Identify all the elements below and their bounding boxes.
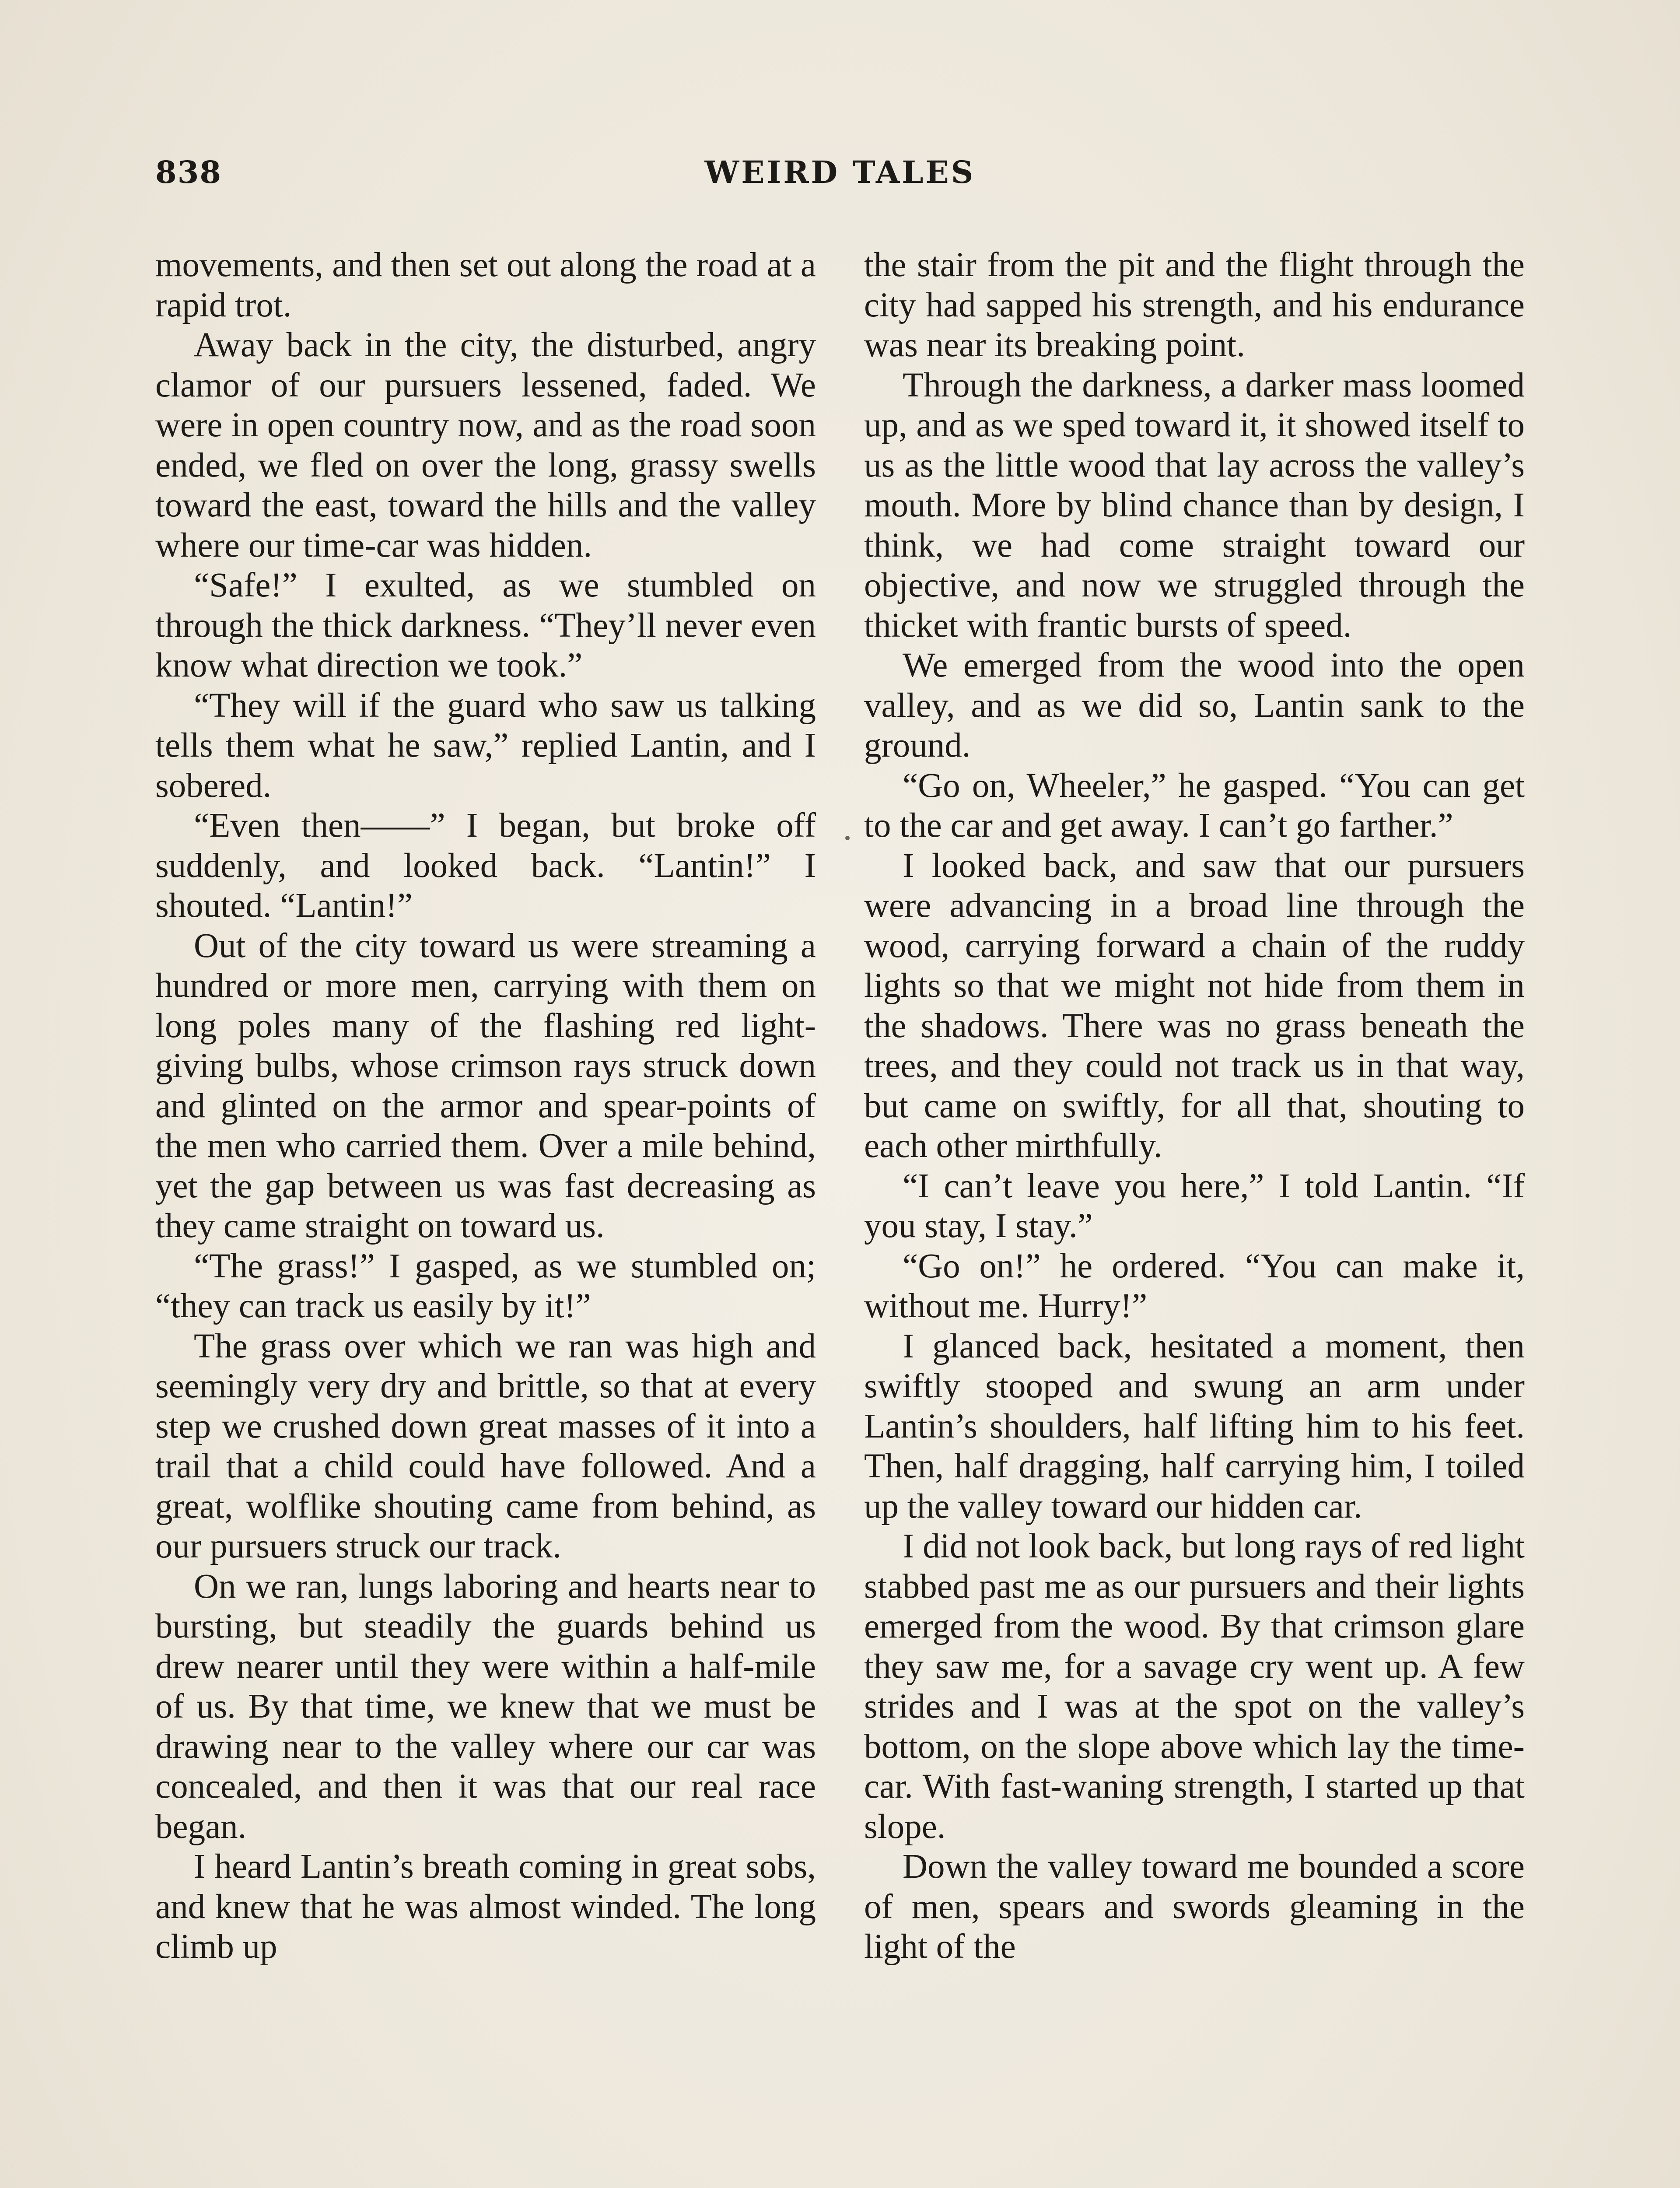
paragraph: movements, and then set out along the road at a rapid trot.: [155, 246, 816, 324]
paragraph: Down the valley toward me bounded a score of men, spears and swords gleaming in the light of the: [864, 1848, 1525, 1966]
paragraph: “Safe!” I exulted, as we stumbled on through the thick darkness. “They’ll never even know what direction we took.”: [155, 566, 816, 684]
paragraph: Through the darkness, a darker mass loomed up, and as we sped toward it, it showed itself to us as the little wood that lay across the valley’s mouth. More by blind chance than by design, I think, we had come straight toward our objective, and now we struggled through the thicket with frantic bursts of speed.: [864, 366, 1525, 645]
paragraph: The grass over which we ran was high and seemingly very dry and brittle, so that at every step we crushed down great masses of it into a trail that a child could have followed. And a great, wolflike shouting came from behind, as our pursuers struck our track.: [155, 1327, 816, 1565]
paragraph: I did not look back, but long rays of red light stabbed past me as our pursuers and their lights emerged from the wood. By that crimson glare they saw me, for a savage cry went up. A few strides and I was at the spot on the valley’s bottom, on the slope above which lay the time-car. With fast-waning strength, I started up that slope.: [864, 1527, 1525, 1846]
page-header: [155, 154, 1525, 202]
paragraph: On we ran, lungs laboring and hearts near to bursting, but steadily the guards behind us drew nearer until they were within a half-mile of us. By that time, we knew that we must be drawing near to the valley where our car was concealed, and then it was that our real race began.: [155, 1567, 816, 1846]
paragraph: “Go on!” he ordered. “You can make it, without me. Hurry!”: [864, 1247, 1525, 1325]
paragraph: I looked back, and saw that our pursuers were advancing in a broad line through the wood, carrying forward a chain of the ruddy lights so that we might not hide from them in the shadows. There was no grass beneath the trees, and they could not track us in that way, but came on swiftly, for all that, shouting to each other mirthfully.: [864, 846, 1525, 1165]
paragraph: the stair from the pit and the flight through the city had sapped his strength, and his endurance was near its breaking point.: [864, 246, 1525, 364]
paragraph: We emerged from the wood into the open valley, and as we did so, Lantin sank to the ground.: [864, 646, 1525, 764]
page-number: 838: [155, 154, 222, 190]
paragraph: “They will if the guard who saw us talking tells them what he saw,” replied Lantin, and I sobered.: [155, 686, 816, 805]
margin-mark: [845, 836, 850, 840]
paragraph: “Even then——” I began, but broke off suddenly, and looked back. “Lantin!” I shouted. “Lantin!”: [155, 806, 816, 925]
paragraph: Away back in the city, the disturbed, angry clamor of our pursuers lessened, faded. We were in open country now, and as the road soon ended, we fled on over the long, grassy swells toward the east, toward the hills and the valley where our time-car was hidden.: [155, 326, 816, 565]
paragraph: I glanced back, hesitated a moment, then swiftly stooped and swung an arm under Lantin’s shoulders, half lifting him to his feet. Then, half dragging, half carrying him, I toiled up the valley toward our hidden car.: [864, 1327, 1525, 1525]
left-text-column: [155, 245, 816, 1967]
paragraph: “I can’t leave you here,” I told Lantin. “If you stay, I stay.”: [864, 1167, 1525, 1245]
running-title: WEIRD TALES: [704, 154, 976, 190]
paragraph: “The grass!” I gasped, as we stumbled on; “they can track us easily by it!”: [155, 1247, 816, 1325]
paragraph: Out of the city toward us were streaming a hundred or more men, carrying with them on long poles many of the flashing red light-giving bulbs, whose crimson rays struck down and glinted on the armor and spear-points of the men who carried them. Over a mile behind, yet the gap between us was fast decreasing as they came straight on toward us.: [155, 926, 816, 1245]
right-text-column: [864, 245, 1525, 1967]
paragraph: “Go on, Wheeler,” he gasped. “You can get to the car and get away. I can’t go farther.”: [864, 766, 1525, 845]
paragraph: I heard Lantin’s breath coming in great sobs, and knew that he was almost winded. The long climb up: [155, 1848, 816, 1966]
